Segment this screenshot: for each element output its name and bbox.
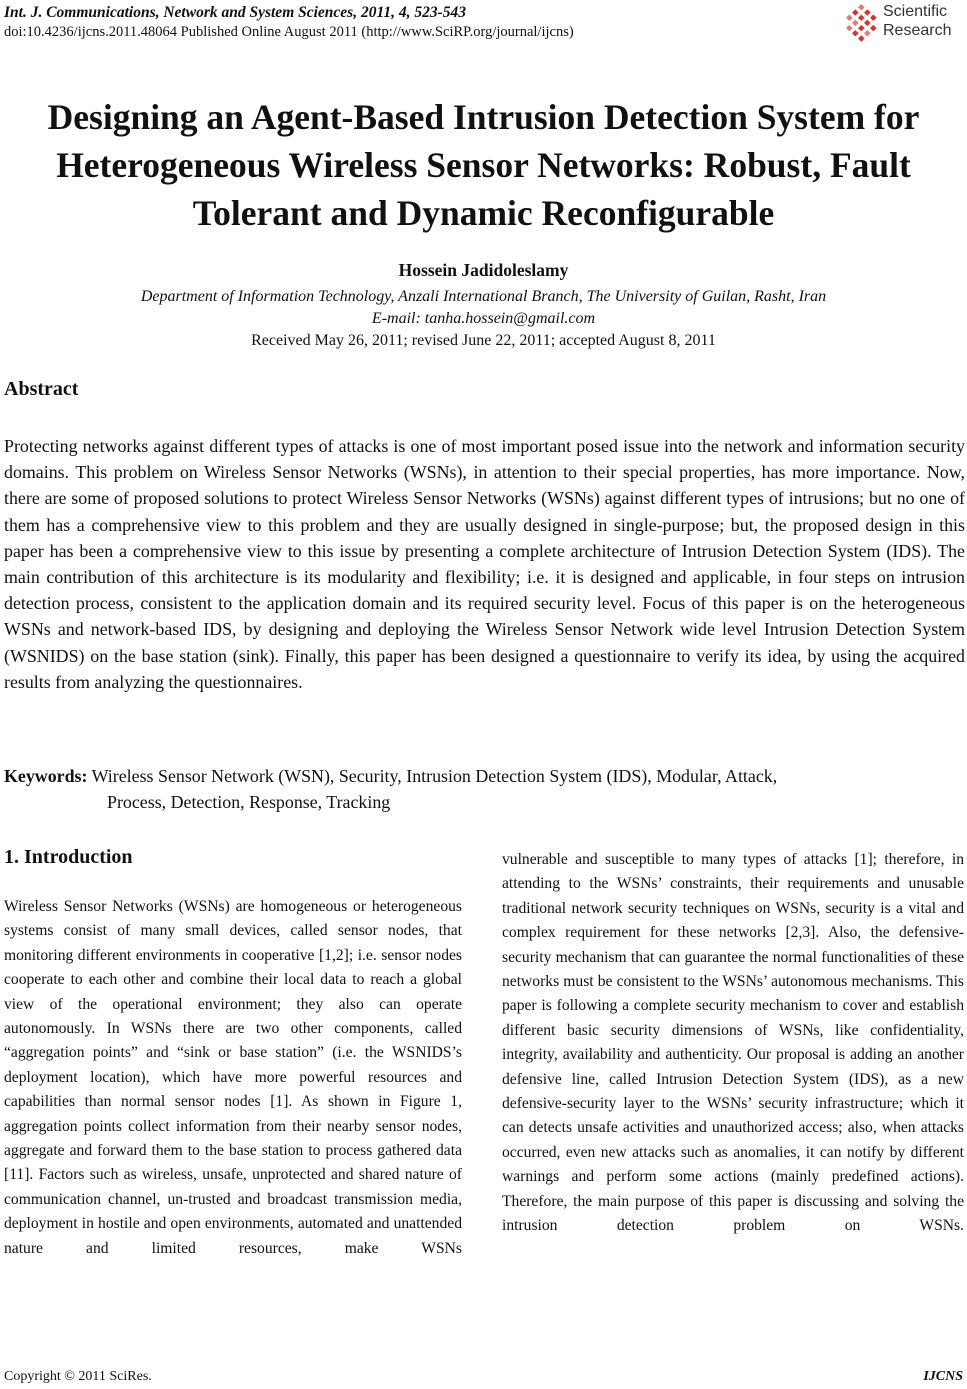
right-column xyxy=(502,848,964,1239)
logo-square xyxy=(852,9,859,16)
doi-line: doi:10.4236/ijcns.2011.48064 Published Online August 2011 (http://www.SciRP.org/journal/ijcns) xyxy=(4,24,574,40)
scientific-research-logo-icon xyxy=(845,4,879,42)
logo-square xyxy=(858,25,865,32)
paper-title xyxy=(0,93,967,237)
logo-square xyxy=(858,35,865,42)
section-heading: 1. Introduction xyxy=(4,846,133,868)
logo-square xyxy=(864,9,871,16)
left-column-text: Wireless Sensor Networks (WSNs) are homogeneous or heterogeneous systems consist of many small devices, called sensor nodes, that monitoring different environments in cooperative [1,2]; i.e. sensor nodes cooperate to each other and combine their local data to reach a global view of the operational environment; they also can operate autonomously. In WSNs there are two other components, called “aggregation points” and “sink or base station” (i.e. the WSNIDS’s deployment location), which have more powerful resources and capabilities than normal sensor nodes [1]. As shown in Figure 1, aggregation points collect information from their nearby sensor nodes, aggregate and forward them to the base station to process gathered data [11]. Factors such as wireless, unsafe, unprotected and shared nature of communication channel, un-trusted and broadcast transmission media, deployment in hostile and open environments, automated and unattended nature and limited resources, make WSNs xyxy=(4,898,462,1257)
logo-square xyxy=(864,30,871,37)
footer-journal-abbrev: IJCNS xyxy=(923,1369,963,1384)
keywords-label: Keywords: xyxy=(4,766,88,786)
publisher-logo-line2: Research xyxy=(883,22,952,39)
publisher-logo xyxy=(845,2,963,44)
publisher-logo-line1: Scientific xyxy=(883,3,948,20)
logo-square xyxy=(870,25,877,32)
left-column xyxy=(4,846,462,1261)
affiliation-text: Department of Information Technology, Anzali International Branch, The University of Guilan, Rasht, Iran xyxy=(140,288,827,305)
right-column-text: vulnerable and susceptible to many types of attacks [1]; therefore, in attending to the WSNs’ constraints, their requirements and unusable traditional network security techniques on WSNs, security is a vital and complex requirement for these networks [2,3]. Also, the defensive-security mechanism that can guarantee the normal functionalities of these networks must be consistent to the WSNs’ autonomous mechanisms. This paper is following a complete security mechanism to cover and establish different basic security dimensions of WSNs, like confidentiality, integrity, availability and authenticity. Our proposal is adding an another defensive line, called Intrusion Detection System (IDS), as a new defensive-security layer to the WSNs’ security infrastructure; which it can detects unsafe activities and unauthorized access; also, when attacks occurred, even new attacks such as anomalies, it can notify by different warnings and perform some actions (mainly predefined actions). Therefore, the main purpose of this paper is discussing and solving the intrusion detection problem on WSNs. xyxy=(502,851,964,1235)
keywords-line-2: Process, Detection, Response, Tracking xyxy=(107,792,391,813)
publisher-logo-text xyxy=(883,2,951,40)
logo-square xyxy=(852,30,859,37)
logo-square xyxy=(846,25,853,32)
paper-dates: Received May 26, 2011; revised June 22, 2011; accepted August 8, 2011 xyxy=(251,332,716,349)
logo-square xyxy=(870,14,877,21)
abstract-heading: Abstract xyxy=(4,378,79,400)
logo-square xyxy=(858,14,865,21)
logo-square xyxy=(846,14,853,21)
author-name: Hossein Jadidoleslamy xyxy=(398,260,569,280)
logo-square xyxy=(864,20,871,27)
author-affiliation xyxy=(0,286,967,330)
logo-square xyxy=(858,4,865,11)
keywords-line-1: Wireless Sensor Network (WSN), Security, Intrusion Detection System (IDS), Modular, Attack, xyxy=(91,766,778,786)
abstract-text: Protecting networks against different types of attacks is one of most important posed issue into the network and information security domains. This problem on Wireless Sensor Networks (WSNs), in attention to their special properties, has more importance. Now, there are some of proposed solutions to protect Wireless Sensor Networks (WSNs) against different types of intrusions; but no one of them has a comprehensive view to this problem and they are usually designed in single-purpose; but, the proposed design in this paper has been a comprehensive view to this issue by presenting a complete architecture of Intrusion Detection System (IDS). The main contribution of this architecture is its modularity and flexibility; i.e. it is designed and applicable, in four steps on intrusion detection process, consistent to the application domain and its required security level. Focus of this paper is on the heterogeneous WSNs and network-based IDS, by designing and deploying the Wireless Sensor Network wide level Intrusion Detection System (WSNIDS) on the base station (sink). Finally, this paper has been designed a questionnaire to verify its idea, by using the acquired results from analyzing the questionnaires. xyxy=(4,436,965,692)
footer-copyright: Copyright © 2011 SciRes. xyxy=(4,1369,152,1384)
title-line-2: Heterogeneous Wireless Sensor Networks: Robust, Fault xyxy=(56,145,911,185)
title-line-1: Designing an Agent-Based Intrusion Detection System for xyxy=(47,97,920,137)
keywords xyxy=(4,763,965,815)
title-line-3: Tolerant and Dynamic Reconfigurable xyxy=(192,193,775,233)
journal-citation: Int. J. Communications, Network and System Sciences, 2011, 4, 523-543 xyxy=(4,4,467,21)
author-email: E-mail: tanha.hossein@gmail.com xyxy=(371,310,596,327)
logo-square xyxy=(852,20,859,27)
